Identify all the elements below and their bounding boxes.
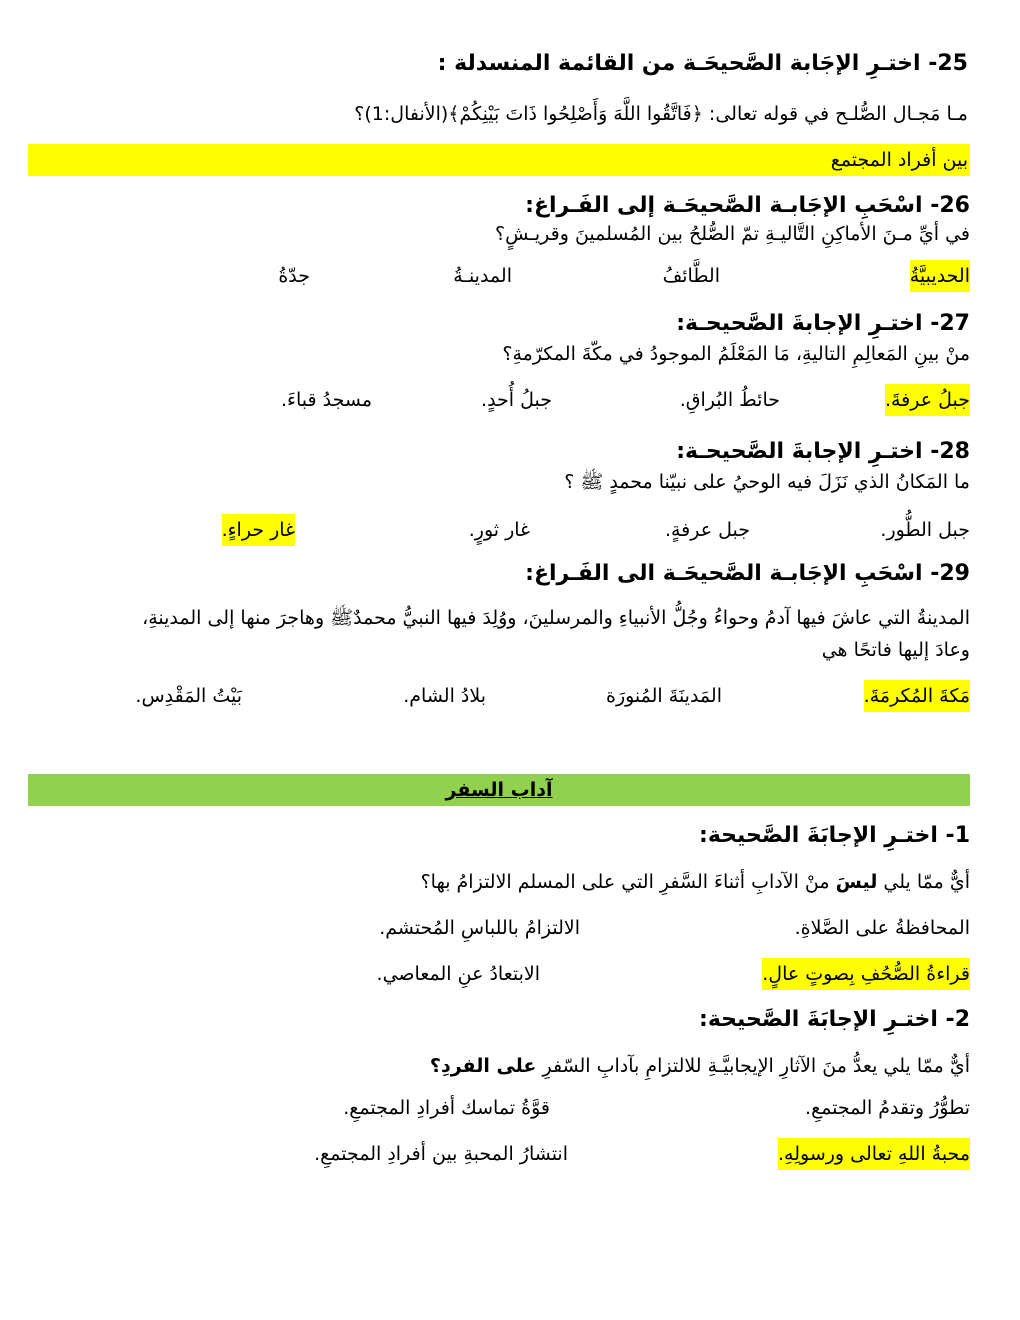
- q25-question: مـا مَجـال الصُّلـح في قوله تعالى: ﴿فَاتَّقُوا اللَّهَ وَأَصْلِحُوا ذَاتَ بَيْنِكُمْ﴾(الأنفال:1)؟: [354, 103, 968, 125]
- q26-question: في أيِّ مـنَ الأماكِنِ التَّاليـةِ تمّ الصُّلحُ بين المُسلمينَ وقريـشٍ؟: [495, 223, 970, 245]
- s2-question-emphasis: على الفردِ؟: [429, 1055, 537, 1077]
- q25-heading: 25- اختـرِ الإجَابة الصَّحيحَـة من القائمة المنسدلة :: [437, 51, 968, 76]
- s1-question-pre: أيٌّ ممّا يلي: [883, 871, 970, 893]
- s1-question: [28, 866, 970, 898]
- q27-option-2[interactable]: حائطُ البُراقِ.: [679, 389, 780, 411]
- q26-option-3[interactable]: المدينـةُ: [453, 265, 512, 287]
- s1-options-row-1: [28, 912, 970, 944]
- s2-options-row-1: [28, 1092, 970, 1124]
- q27-heading: 27- اختـرِ الإجابةَ الصَّحيحـة:: [676, 311, 970, 336]
- q29-options: [28, 680, 970, 712]
- q28-option-1[interactable]: جبل الطُّور.: [880, 519, 970, 541]
- q28-option-2[interactable]: جبل عرفةٍ.: [664, 519, 750, 541]
- s2-option-4[interactable]: انتشارُ المحبةِ بين أفرادِ المجتمعِ.: [314, 1143, 568, 1165]
- q28-option-3[interactable]: غار ثورٍ.: [468, 519, 530, 541]
- q27-options: [28, 384, 970, 416]
- q27-option-3[interactable]: جبلُ أُحدٍ.: [481, 389, 552, 411]
- q28-question: ما المَكانُ الذي نَزَلَ فيه الوحيُ على نبيّنا محمدٍ ﷺ ؟: [564, 471, 970, 493]
- s1-option-1[interactable]: المحافظةُ على الصَّلاةِ.: [794, 917, 970, 939]
- s1-options-row-2: [28, 958, 970, 990]
- worksheet-page: [28, 48, 970, 1170]
- s1-heading: 1- اختـرِ الإجابَةَ الصَّحيحة:: [699, 823, 970, 848]
- s1-question-post: منْ الآدابِ أثناءَ السَّفرِ التي على المسلم الالتزامُ بها؟: [420, 871, 830, 893]
- q26-option-4[interactable]: جدّةُ: [278, 265, 310, 287]
- s2-option-3[interactable]: محبةُ اللهِ تعالى ورسولِهِ.: [778, 1138, 970, 1170]
- s2-option-1[interactable]: تطوُّرُ وتقدمُ المجتمعِ.: [805, 1097, 970, 1119]
- q28-option-4[interactable]: غار حراءٍ.: [222, 514, 295, 546]
- q29-question-line-2: وعادَ إليها فاتحًا هي: [821, 639, 970, 661]
- q29-question-line-1: المدينةُ التي عاشَ فيها آدمُ وحواءُ وجُلُّ الأنبياءِ والمرسلينَ، ووُلِدَ فيها النبيُّ محمدٌﷺ وهاجرَ منها إلى المدينةِ،: [142, 607, 970, 629]
- q29-option-1[interactable]: مَكةَ المُكرمَةَ.: [864, 680, 970, 712]
- s2-options-row-2: [28, 1138, 970, 1170]
- q29-option-2[interactable]: المَدينَةَ المُنورَة: [605, 685, 722, 707]
- s1-option-2[interactable]: الالتزامُ باللباسِ المُحتشم.: [379, 917, 580, 939]
- s2-question-pre: أيٌّ ممّا يلي يعدُّ منَ الآثارِ الإيجابيَّـةِ للالتزامِ بآدابِ السّفرِ: [542, 1055, 970, 1077]
- s2-heading: 2- اختـرِ الإجابَةَ الصَّحيحة:: [699, 1007, 970, 1032]
- q27-option-4[interactable]: مسجدُ قباءَ.: [281, 389, 372, 411]
- q28-heading: 28- اختـرِ الإجابةَ الصَّحيحـة:: [676, 439, 970, 464]
- s1-option-3[interactable]: قراءةُ الصُّحُفِ بِصوتٍ عالٍ.: [762, 958, 970, 990]
- q26-options: [28, 260, 970, 292]
- s2-question: [28, 1050, 970, 1082]
- s1-option-4[interactable]: الابتعادُ عنِ المعاصي.: [376, 963, 540, 985]
- q27-question: منْ بينِ المَعالِمِ التاليةِ، مَا المَعْلَمُ الموجودُ في مكّةَ المكرّمةِ؟: [502, 343, 970, 365]
- q29-option-3[interactable]: بلادُ الشام.: [403, 685, 486, 707]
- q26-option-1[interactable]: الحديبيَّةُ: [910, 260, 970, 292]
- section-title: آداب السفر: [445, 779, 553, 801]
- s2-option-2[interactable]: قوَّةُ تماسك أفرادِ المجتمعِ.: [343, 1097, 550, 1119]
- s1-question-emphasis: ليسَ: [835, 871, 878, 893]
- q29-heading: 29- اسْحَبِ الإجَابـة الصَّحيحَـة الى الفَـراغ:: [525, 561, 970, 586]
- q28-options: [28, 514, 970, 546]
- q25-answer-dropdown[interactable]: [28, 144, 970, 176]
- q26-option-2[interactable]: الطَّائفُ: [662, 265, 720, 287]
- q27-option-1[interactable]: جبلُ عرفةَ.: [885, 384, 970, 416]
- section-title-bar: [28, 774, 970, 806]
- q29-option-4[interactable]: بَيْتُ المَقْدِس.: [135, 685, 242, 707]
- q25-answer-selected: بين أفراد المجتمع: [830, 149, 968, 171]
- q26-heading: 26- اسْحَبِ الإجَابـة الصَّحيحَـة إلى الفَـراغ:: [525, 193, 970, 218]
